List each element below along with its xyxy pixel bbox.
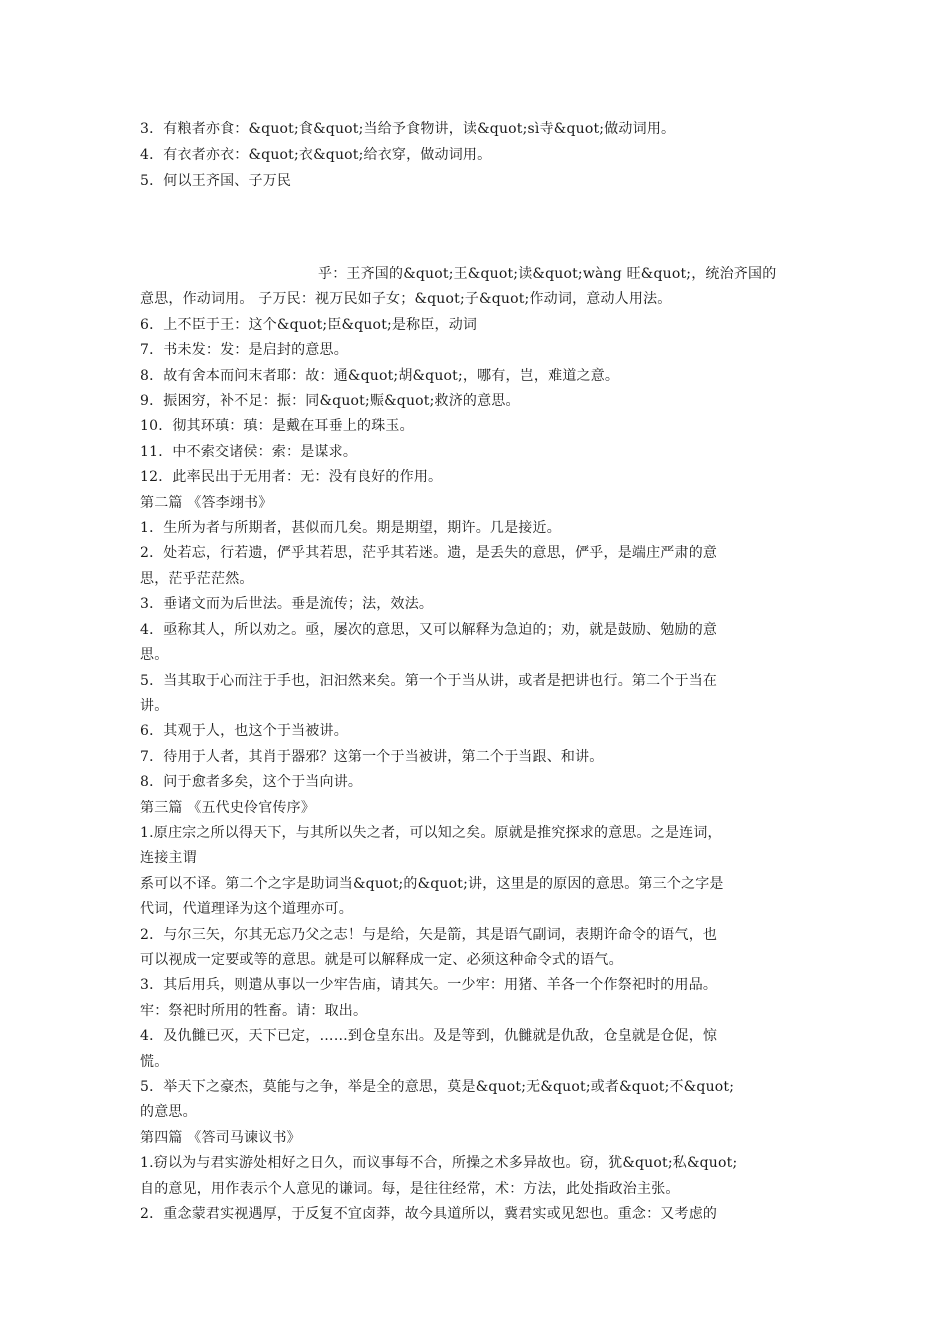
text-line: 意思，作动词用。 子万民：视万民如子女；&quot;子&quot;作动词，意动人用法。 — [140, 291, 672, 308]
text-line: 3．有粮者亦食：&quot;食&quot;当给予食物讲，读&quot;sì寺&quot;做动词用。 — [140, 121, 676, 137]
section-heading: 第三篇 《五代史伶官传序》 — [140, 799, 316, 816]
text-line: 4．及仇雠已灭，天下已定，……到仓皇东出。及是等到，仇雠就是仇敌，仓皇就是仓促，惊 — [140, 1028, 718, 1045]
text-line: 2．重念蒙君实视遇厚，于反复不宜卤莽，故今具道所以，冀君实或见恕也。重念：又考虑的 — [140, 1206, 718, 1223]
text-line: 1.窃以为与君实游处相好之日久，而议事每不合，所操之术多异故也。窃，犹&quot;私&quot; — [140, 1155, 738, 1172]
text-line: 1．生所为者与所期者，甚似而几矣。期是期望，期许。几是接近。 — [140, 520, 561, 537]
section-heading: 第四篇 《答司马谏议书》 — [140, 1129, 301, 1146]
text-line: 代词，代道理译为这个道理亦可。 — [140, 901, 353, 918]
text-line: 5．当其取于心而注于手也，汩汩然来矣。第一个于当从讲，或者是把讲也行。第二个于当在 — [140, 672, 718, 689]
text-line: 1.原庄宗之所以得天下，与其所以失之者，可以知之矣。原就是推究探求的意思。之是连词， — [140, 824, 722, 841]
text-line: 10．彻其环瑱：瑱：是戴在耳垂上的珠玉。 — [140, 418, 414, 435]
text-line: 讲。 — [140, 697, 169, 714]
text-line: 11．中不索交诸侯：索：是谋求。 — [140, 443, 358, 460]
text-line: 8．问于愈者多矣，这个于当向讲。 — [140, 774, 363, 791]
section-heading: 第二篇 《答李翊书》 — [140, 494, 273, 511]
text-line: 自的意见，用作表示个人意见的谦词。每，是往往经常，术：方法，此处指政治主张。 — [140, 1180, 680, 1197]
text-line: 可以视成一定要或等的意思。就是可以解释成一定、必须这种命令式的语气。 — [140, 951, 623, 968]
text-line: 6．其观于人，也这个于当被讲。 — [140, 723, 348, 740]
text-line: 乎：王齐国的&quot;王&quot;读&quot;wàng 旺&quot;，统治齐国的 — [318, 266, 777, 282]
text-line: 3．其后用兵，则遣从事以一少牢告庙，请其矢。一少牢：用猪、羊各一个作祭祀时的用品。 — [140, 977, 718, 994]
text-line: 5．举天下之豪杰，莫能与之争，举是全的意思，莫是&quot;无&quot;或者&quot;不&quot; — [140, 1079, 735, 1095]
text-line: 4．亟称其人，所以劝之。亟，屡次的意思，又可以解释为急迫的；劝，就是鼓励、勉励的意 — [140, 621, 718, 638]
text-line: 思，茫乎茫茫然。 — [140, 570, 254, 587]
text-line: 连接主谓 — [140, 850, 197, 867]
text-line: 2．处若忘，行若遗，俨乎其若思，茫乎其若迷。遗，是丢失的意思，俨乎，是端庄严肃的意 — [140, 545, 718, 562]
text-line: 7．待用于人者，其肖于器邪？这第一个于当被讲，第二个于当跟、和讲。 — [140, 748, 604, 765]
text-line: 12．此率民出于无用者：无：没有良好的作用。 — [140, 469, 443, 486]
text-line: 9．振困穷，补不足：振：同&quot;赈&quot;救济的意思。 — [140, 393, 520, 410]
text-line: 慌。 — [140, 1053, 169, 1070]
text-line: 7．书未发：发：是启封的意思。 — [140, 342, 348, 359]
top-text-block — [140, 116, 812, 194]
main-text-block — [140, 262, 812, 1227]
text-line: 5．何以王齐国、子万民 — [140, 173, 292, 189]
text-line: 4．有衣者亦衣：&quot;衣&quot;给衣穿，做动词用。 — [140, 147, 492, 163]
text-line: 系可以不译。第二个之字是助词当&quot;的&quot;讲，这里是的原因的意思。第三个之字是 — [140, 875, 724, 892]
text-line: 牢：祭祀时所用的牲畜。请：取出。 — [140, 1002, 368, 1019]
text-line: 6．上不臣于王：这个&quot;臣&quot;是称臣，动词 — [140, 316, 478, 333]
text-line: 2．与尔三矢，尔其无忘乃父之志！与是给，矢是箭，其是语气副词，表期许命令的语气，也 — [140, 926, 718, 943]
text-line: 8．故有舍本而问末者耶：故：通&quot;胡&quot;，哪有，岂，难道之意。 — [140, 367, 620, 384]
text-line: 思。 — [140, 647, 169, 664]
text-line: 的意思。 — [140, 1104, 197, 1121]
text-line: 3．垂诸文而为后世法。垂是流传；法，效法。 — [140, 596, 434, 613]
